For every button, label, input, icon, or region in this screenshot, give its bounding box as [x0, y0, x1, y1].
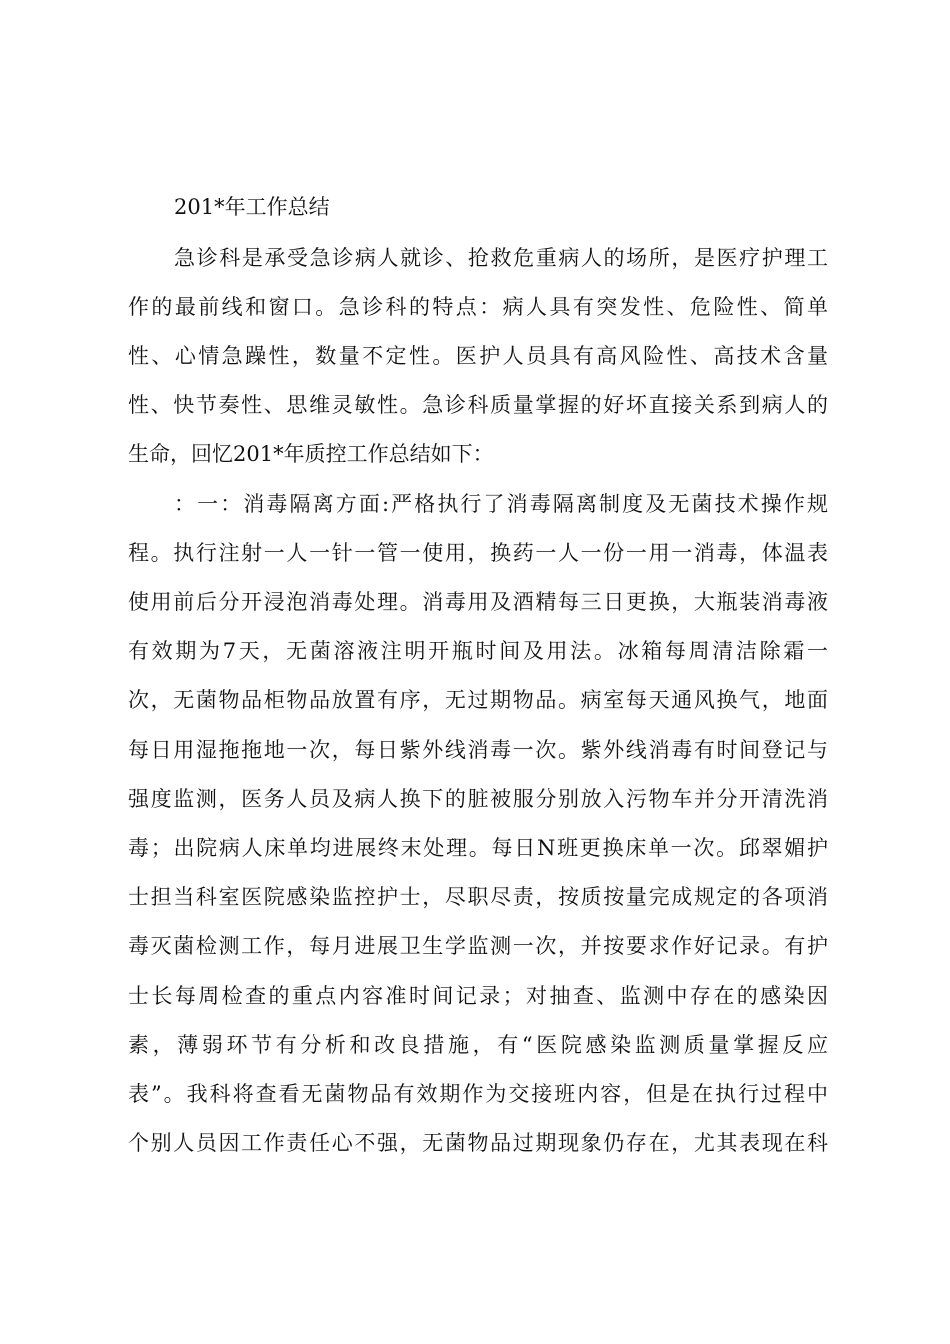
paragraph-line: 使用前后分开浸泡消毒处理。消毒用及酒精每三日更换，大瓶装消毒液: [128, 590, 828, 614]
paragraph-line: 次，无菌物品柜物品放置有序，无过期物品。病室每天通风换气，地面: [128, 688, 828, 712]
paragraph-line: 性、心情急躁性，数量不定性。医护人员具有高风险性、高技术含量: [128, 344, 828, 368]
paragraph-line: ：一：消毒隔离方面:严格执行了消毒隔离制度及无菌技术操作规: [174, 492, 828, 516]
paragraph-line: 素，薄弱环节有分析和改良措施，有“医院感染监测质量掌握反应: [128, 1033, 828, 1057]
paragraph-line: 强度监测，医务人员及病人换下的脏被服分别放入污物车并分开清洗消: [128, 787, 828, 811]
paragraph-line: 程。执行注射一人一针一管一使用，换药一人一份一用一消毒，体温表: [128, 541, 828, 565]
paragraph-line: 毒灭菌检测工作，每月进展卫生学监测一次，并按要求作好记录。有护: [128, 934, 828, 958]
paragraph-line: 表”。我科将查看无菌物品有效期作为交接班内容，但是在执行过程中: [128, 1082, 828, 1106]
paragraph-line: 急诊科是承受急诊病人就诊、抢救危重病人的场所，是医疗护理工: [174, 246, 828, 270]
paragraph-line: 作的最前线和窗口。急诊科的特点：病人具有突发性、危险性、简单: [128, 295, 828, 319]
paragraph-line: 性、快节奏性、思维灵敏性。急诊科质量掌握的好坏直接关系到病人的: [128, 393, 828, 417]
paragraph-line: 每日用湿拖拖地一次，每日紫外线消毒一次。紫外线消毒有时间登记与: [128, 738, 828, 762]
paragraph-line: 毒；出院病人床单均进展终末处理。每日N班更换床单一次。邱翠媚护: [128, 836, 828, 860]
paragraph-line: 士担当科室医院感染监控护士，尽职尽责，按质按量完成规定的各项消: [128, 885, 828, 909]
document-title: 201*年工作总结: [174, 195, 330, 219]
paragraph-line: 有效期为7天，无菌溶液注明开瓶时间及用法。冰箱每周清洁除霜一: [128, 639, 828, 663]
paragraph-line: 士长每周检查的重点内容准时间记录；对抽查、监测中存在的感染因: [128, 984, 828, 1008]
paragraph-line: 生命，回忆201*年质控工作总结如下：: [128, 442, 494, 466]
paragraph-line: 个别人员因工作责任心不强，无菌物品过期现象仍存在，尤其表现在科: [128, 1131, 828, 1155]
